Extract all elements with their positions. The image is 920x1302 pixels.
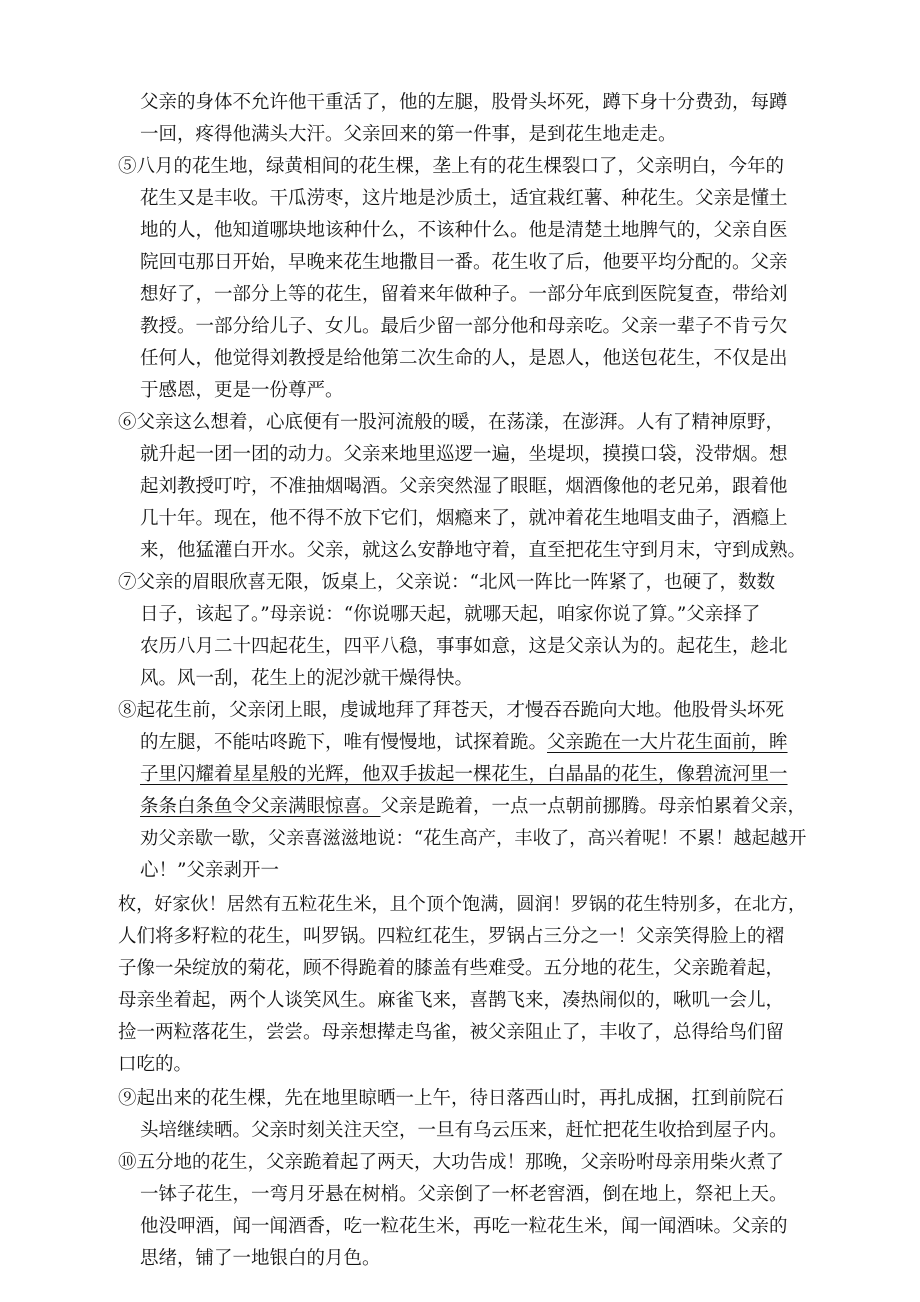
text-line: 心！”父亲剥开一	[140, 860, 279, 881]
text-line: 思绪，铺了一地银白的月色。	[140, 1248, 381, 1269]
text-line: 子像一朵绽放的菊花，顾不得跪着的膝盖有些难受。五分地的花生，父亲跪着起，	[118, 958, 785, 979]
text-line: 口吃的。	[118, 1054, 193, 1075]
text-line	[140, 760, 788, 790]
text-line: 于感恩，更是一份尊严。	[140, 380, 344, 401]
underlined-sentence: 条条白条鱼令父亲满眼惊喜。	[140, 796, 381, 817]
paragraph-6-line: ⑥父亲这么想着，心底便有一股河流般的暖，在荡漾，在澎湃。人有了精神原野，	[118, 412, 785, 433]
text-line: 任何人，他觉得刘教授是给他第二次生命的人，是恩人，他送包花生，不仅是出	[140, 348, 788, 369]
text-line: 条条白条鱼令父亲满眼惊喜。父亲是跪着，一点一点朝前挪腾。母亲怕累着父亲，	[140, 796, 807, 817]
text-line: 一钵子花生，一弯月牙悬在树梢。父亲倒了一杯老窖酒，倒在地上，祭祀上天。	[140, 1184, 788, 1205]
text-line: 农历八月二十四起花生，四平八稳，事事如意，这是父亲认为的。起花生，趁北	[140, 636, 788, 657]
text-line: 的左腿，不能咕咚跪下，唯有慢慢地，试探着跪。父亲跪在一大片花生面前，眸	[140, 732, 788, 753]
paragraph-10-line: ⑩五分地的花生，父亲跪着起了两天，大功告成！那晚，父亲吩咐母亲用柴火煮了	[118, 1152, 785, 1173]
text-line: 想好了，一部分上等的花生，留着来年做种子。一部分年底到医院复查，带给刘	[140, 284, 788, 305]
text-line: 花生又是丰收。干瓜涝枣，这片地是沙质土，适宜栽红薯、种花生。父亲是懂土	[140, 188, 788, 209]
text-line: 起刘教授叮咛，不准抽烟喝酒。父亲突然湿了眼眶，烟酒像他的老兄弟，跟着他	[140, 476, 788, 497]
text-line: 就升起一团一团的动力。父亲来地里巡逻一遍，坐堤坝，摸摸口袋，没带烟。想	[140, 444, 788, 465]
underlined-sentence: 子里闪耀着星星般的光辉，他双手拔起一棵花生，白晶晶的花生，像碧流河里一	[140, 764, 788, 785]
text-line: 母亲坐着起，两个人谈笑风生。麻雀飞来，喜鹊飞来，凑热闹似的，啾叽一会儿，	[118, 990, 785, 1011]
text-line: 枚，好家伙！居然有五粒花生米，且个顶个饱满，圆润！罗锅的花生特别多，在北方，	[118, 894, 807, 915]
text-line: 他没呷酒，闻一闻酒香，吃一粒花生米，再吃一粒花生米，闻一闻酒味。父亲的	[140, 1216, 788, 1237]
paragraph-8-line: ⑧起花生前，父亲闭上眼，虔诚地拜了拜苍天，才慢吞吞跪向大地。他股骨头坏死	[118, 700, 785, 721]
text-line: 来，他猛灌白开水。父亲，就这么安静地守着，直至把花生守到月末，守到成熟。	[140, 540, 807, 561]
text-line: 教授。一部分给儿子、女儿。最后少留一部分他和母亲吃。父亲一辈子不肯亏欠	[140, 316, 788, 337]
text-line: 风。风一刮，花生上的泥沙就干燥得快。	[140, 668, 474, 689]
text-line: 日子，该起了。”母亲说：“你说哪天起，就哪天起，咱家你说了算。”父亲择了	[140, 604, 761, 625]
underlined-sentence: 父亲跪在一大片花生面前，眸	[547, 732, 788, 753]
text-line: 几十年。现在，他不得不放下它们，烟瘾来了，就冲着花生地唱支曲子，酒瘾上	[140, 508, 788, 529]
text-line: 父亲的身体不允许他干重活了，他的左腿，股骨头坏死，蹲下身十分费劲，每蹲	[140, 92, 788, 113]
paragraph-5-line: ⑤八月的花生地，绿黄相间的花生棵，垄上有的花生棵裂口了，父亲明白，今年的	[118, 156, 785, 177]
text-line: 地的人，他知道哪块地该种什么，不该种什么。他是清楚土地脾气的，父亲自医	[140, 220, 788, 241]
text-line: 捡一两粒落花生，尝尝。母亲想撵走鸟雀，被父亲阻止了，丰收了，总得给鸟们留	[118, 1022, 785, 1043]
paragraph-7-line: ⑦父亲的眉眼欣喜无限，饭桌上，父亲说：“北风一阵比一阵紧了，也硬了，数数	[118, 572, 775, 593]
paragraph-9-line: ⑨起出来的花生棵，先在地里晾晒一上午，待日落西山时，再扎成捆，扛到前院石	[118, 1088, 785, 1109]
text-line: 头培继续晒。父亲时刻关注天空，一旦有乌云压来，赶忙把花生收拾到屋子内。	[140, 1120, 788, 1141]
text-line: 人们将多籽粒的花生，叫罗锅。四粒红花生，罗锅占三分之一！父亲笑得脸上的褶	[118, 926, 785, 947]
text-line: 院回屯那日开始，早晚来花生地撒目一番。花生收了后，他要平均分配的。父亲	[140, 252, 788, 273]
text-line: 劝父亲歇一歇，父亲喜滋滋地说：“花生高产，丰收了，高兴着呢！不累！越起越开	[140, 828, 807, 849]
text-line: 一回，疼得他满头大汗。父亲回来的第一件事，是到花生地走走。	[140, 124, 677, 145]
